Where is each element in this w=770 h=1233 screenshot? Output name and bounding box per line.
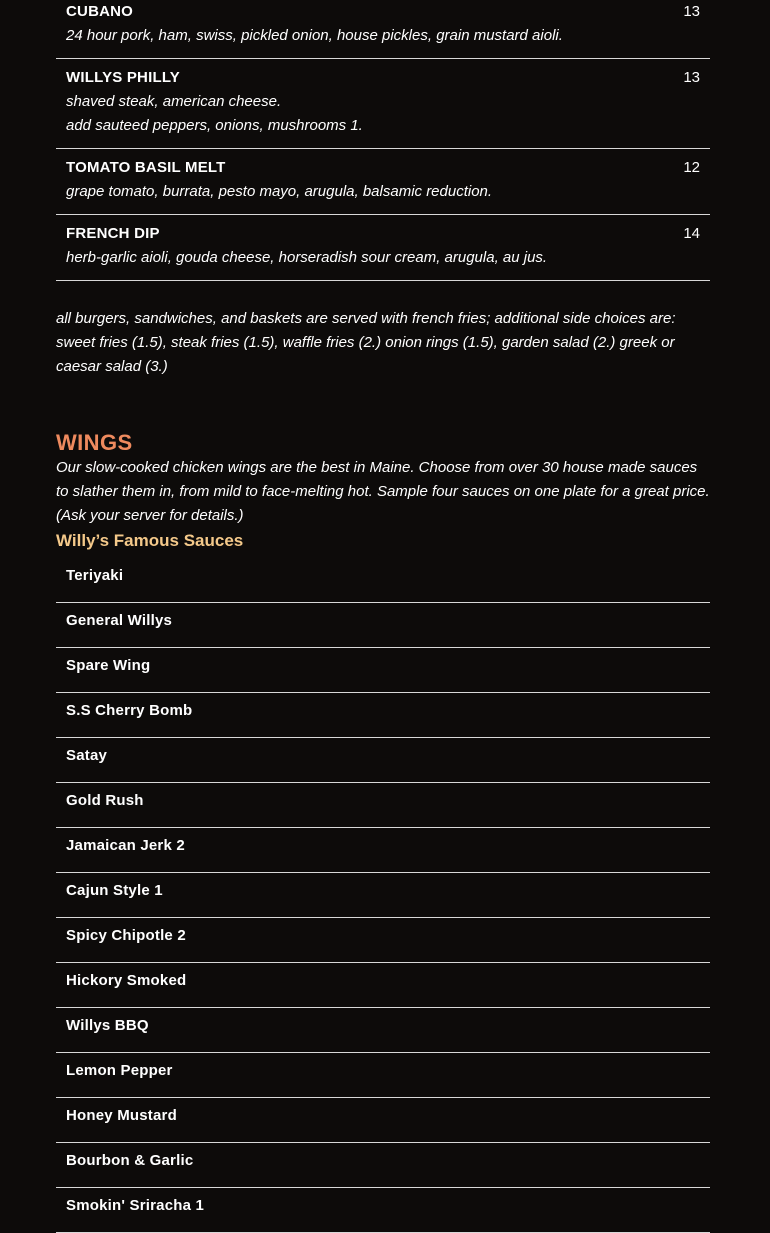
item-description: grape tomato, burrata, pesto mayo, arugula, balsamic reduction. bbox=[66, 183, 493, 200]
item-price: 13 bbox=[683, 3, 700, 20]
item-name: TOMATO BASIL MELT bbox=[66, 159, 226, 176]
sides-note bbox=[56, 307, 710, 379]
sauce-item bbox=[56, 783, 710, 828]
sauce-item bbox=[56, 603, 710, 648]
sauce-name: Teriyaki bbox=[66, 567, 124, 584]
sauce-item bbox=[56, 1098, 710, 1143]
sauce-item bbox=[56, 738, 710, 783]
item-description: 24 hour pork, ham, swiss, pickled onion, house pickles, grain mustard aioli. bbox=[66, 27, 563, 44]
sauce-name: Satay bbox=[66, 747, 108, 764]
sauce-item bbox=[56, 873, 710, 918]
sauce-name: Smokin' Sriracha 1 bbox=[66, 1197, 205, 1214]
sauce-list bbox=[56, 558, 710, 1233]
sandwich-list bbox=[56, 0, 710, 281]
sauce-name: General Willys bbox=[66, 612, 173, 629]
menu-item-willys-philly bbox=[56, 59, 710, 149]
sauce-item bbox=[56, 558, 710, 603]
item-description: shaved steak, american cheese. bbox=[66, 93, 282, 110]
sauce-item bbox=[56, 1008, 710, 1053]
sauce-name: Spicy Chipotle 2 bbox=[66, 927, 186, 944]
wings-section-title: WINGS bbox=[56, 430, 133, 455]
sauce-name: Hickory Smoked bbox=[66, 972, 187, 989]
sauce-name: Bourbon & Garlic bbox=[66, 1152, 194, 1169]
sauce-item bbox=[56, 1053, 710, 1098]
item-name: CUBANO bbox=[66, 3, 134, 20]
wings-intro: Our slow-cooked chicken wings are the best in Maine. Choose from over 30 house made sauces to slather them in, from mild to face-melting hot. Sample four sauces on one plate for a great price. (Ask your server for details.) bbox=[56, 459, 710, 524]
sauce-name: Willys BBQ bbox=[66, 1017, 149, 1034]
item-price: 12 bbox=[683, 159, 700, 176]
sauce-name: Cajun Style 1 bbox=[66, 882, 163, 899]
sides-note-line: all burgers, sandwiches, and baskets are served with french fries; additional side choices are: bbox=[56, 310, 676, 327]
item-price: 14 bbox=[683, 225, 700, 242]
sauce-item bbox=[56, 918, 710, 963]
sauce-item bbox=[56, 648, 710, 693]
item-name: FRENCH DIP bbox=[66, 225, 160, 242]
sauce-item bbox=[56, 1188, 710, 1233]
sauce-name: Honey Mustard bbox=[66, 1107, 177, 1124]
sauce-name: Lemon Pepper bbox=[66, 1062, 173, 1079]
sauce-name: Jamaican Jerk 2 bbox=[66, 837, 185, 854]
item-addon: add sauteed peppers, onions, mushrooms 1. bbox=[66, 117, 363, 134]
item-price: 13 bbox=[683, 69, 700, 86]
sauce-item bbox=[56, 1143, 710, 1188]
menu-item-cubano bbox=[56, 0, 710, 59]
sauce-name: Spare Wing bbox=[66, 657, 151, 674]
menu-item-tomato-basil-melt bbox=[56, 149, 710, 215]
sauce-name: Gold Rush bbox=[66, 792, 144, 809]
menu-content bbox=[56, 0, 710, 1233]
item-description: herb-garlic aioli, gouda cheese, horseradish sour cream, arugula, au jus. bbox=[66, 249, 548, 266]
sides-options-line: sweet fries (1.5), steak fries (1.5), waffle fries (2.) onion rings (1.5), garden salad (2.) greek or caesar salad (3.) bbox=[56, 334, 675, 375]
menu-item-french-dip bbox=[56, 215, 710, 281]
sauce-item bbox=[56, 693, 710, 738]
sauce-item bbox=[56, 828, 710, 873]
sauces-title: Willy’s Famous Sauces bbox=[56, 531, 244, 550]
item-name: WILLYS PHILLY bbox=[66, 69, 181, 86]
sauce-item bbox=[56, 963, 710, 1008]
sauce-name: S.S Cherry Bomb bbox=[66, 702, 193, 719]
